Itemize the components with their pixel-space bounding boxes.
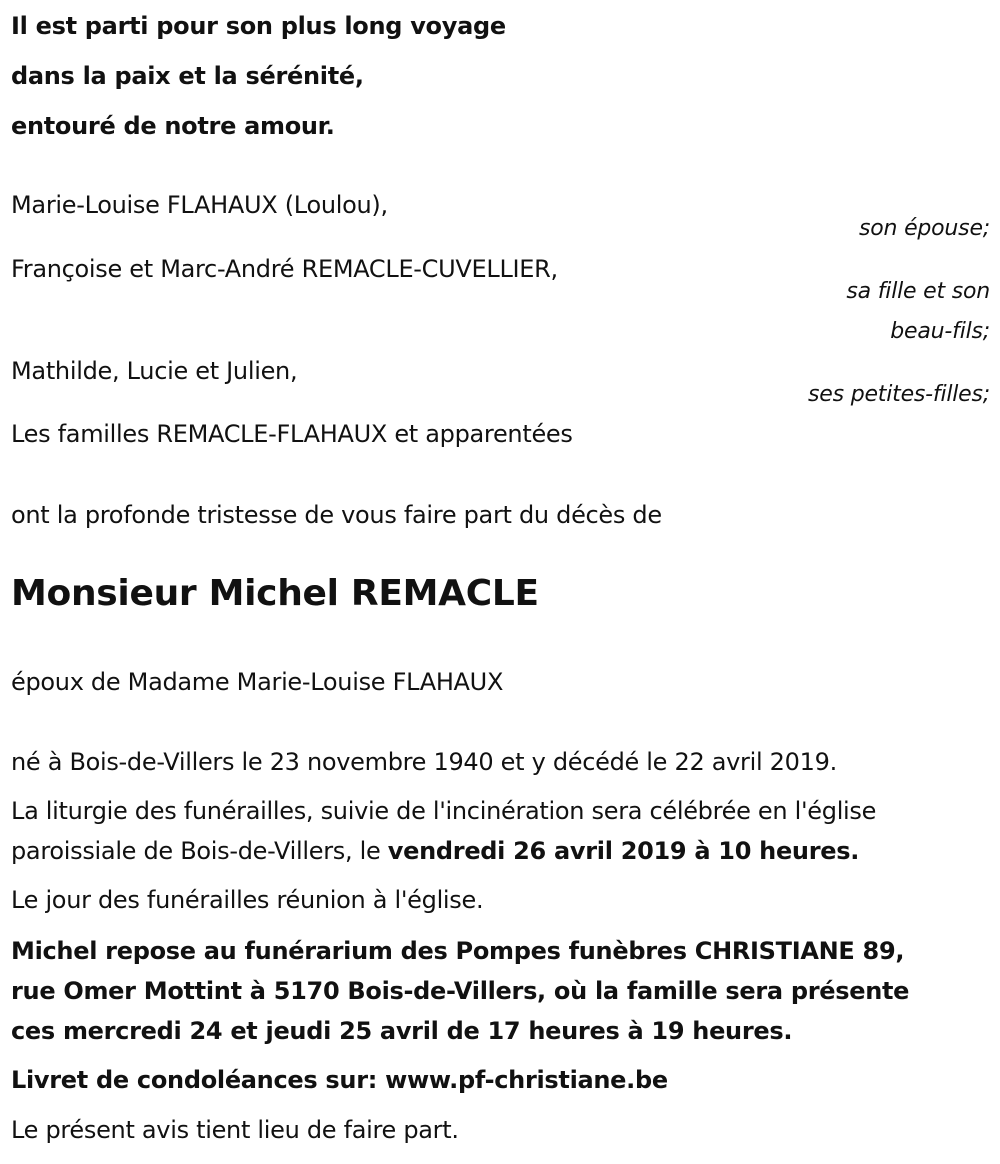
announcement-text: ont la profonde tristesse de vous faire part du décès de: [11, 501, 662, 529]
condolences-text: Livret de condoléances sur: www.pf-christiane.be: [11, 1066, 668, 1094]
spouse-text: époux de Madame Marie-Louise FLAHAUX: [11, 668, 504, 696]
liturgy-line-1: La liturgie des funérailles, suivie de l'incinération sera célébrée en l'église: [11, 797, 877, 825]
family-names-families: Les familles REMACLE-FLAHAUX et apparentées: [11, 420, 573, 448]
family-role-daughter-line-1: sa fille et son: [846, 279, 990, 304]
intro-line-1: Il est parti pour son plus long voyage: [11, 12, 506, 40]
intro-line-2: dans la paix et la sérénité,: [11, 62, 364, 90]
liturgy-location: paroissiale de Bois-de-Villers, le: [11, 837, 388, 865]
intro-line-3: entouré de notre amour.: [11, 112, 335, 140]
deceased-name: Monsieur Michel REMACLE: [11, 573, 539, 614]
notice-text: Le présent avis tient lieu de faire part.: [11, 1116, 459, 1144]
family-role-granddaughters: ses petites-filles;: [808, 382, 990, 407]
family-names-granddaughters: Mathilde, Lucie et Julien,: [11, 357, 298, 385]
family-names-spouse: Marie-Louise FLAHAUX (Loulou),: [11, 191, 388, 219]
family-role-daughter-line-2: beau-fils;: [890, 319, 990, 344]
rest-line-1: Michel repose au funérarium des Pompes funèbres CHRISTIANE 89,: [11, 937, 905, 965]
liturgy-date-time: vendredi 26 avril 2019 à 10 heures.: [387, 837, 860, 865]
family-role-spouse: son épouse;: [859, 216, 990, 241]
rest-line-2: rue Omer Mottint à 5170 Bois-de-Villers, où la famille sera présente: [11, 977, 910, 1005]
rest-line-3: ces mercredi 24 et jeudi 25 avril de 17 heures à 19 heures.: [11, 1017, 793, 1045]
liturgy-line-2: [11, 831, 859, 871]
birth-death-text: né à Bois-de-Villers le 23 novembre 1940 et y décédé le 22 avril 2019.: [11, 748, 837, 776]
meeting-text: Le jour des funérailles réunion à l'église.: [11, 886, 484, 914]
family-names-daughter: Françoise et Marc-André REMACLE-CUVELLIER,: [11, 255, 558, 283]
